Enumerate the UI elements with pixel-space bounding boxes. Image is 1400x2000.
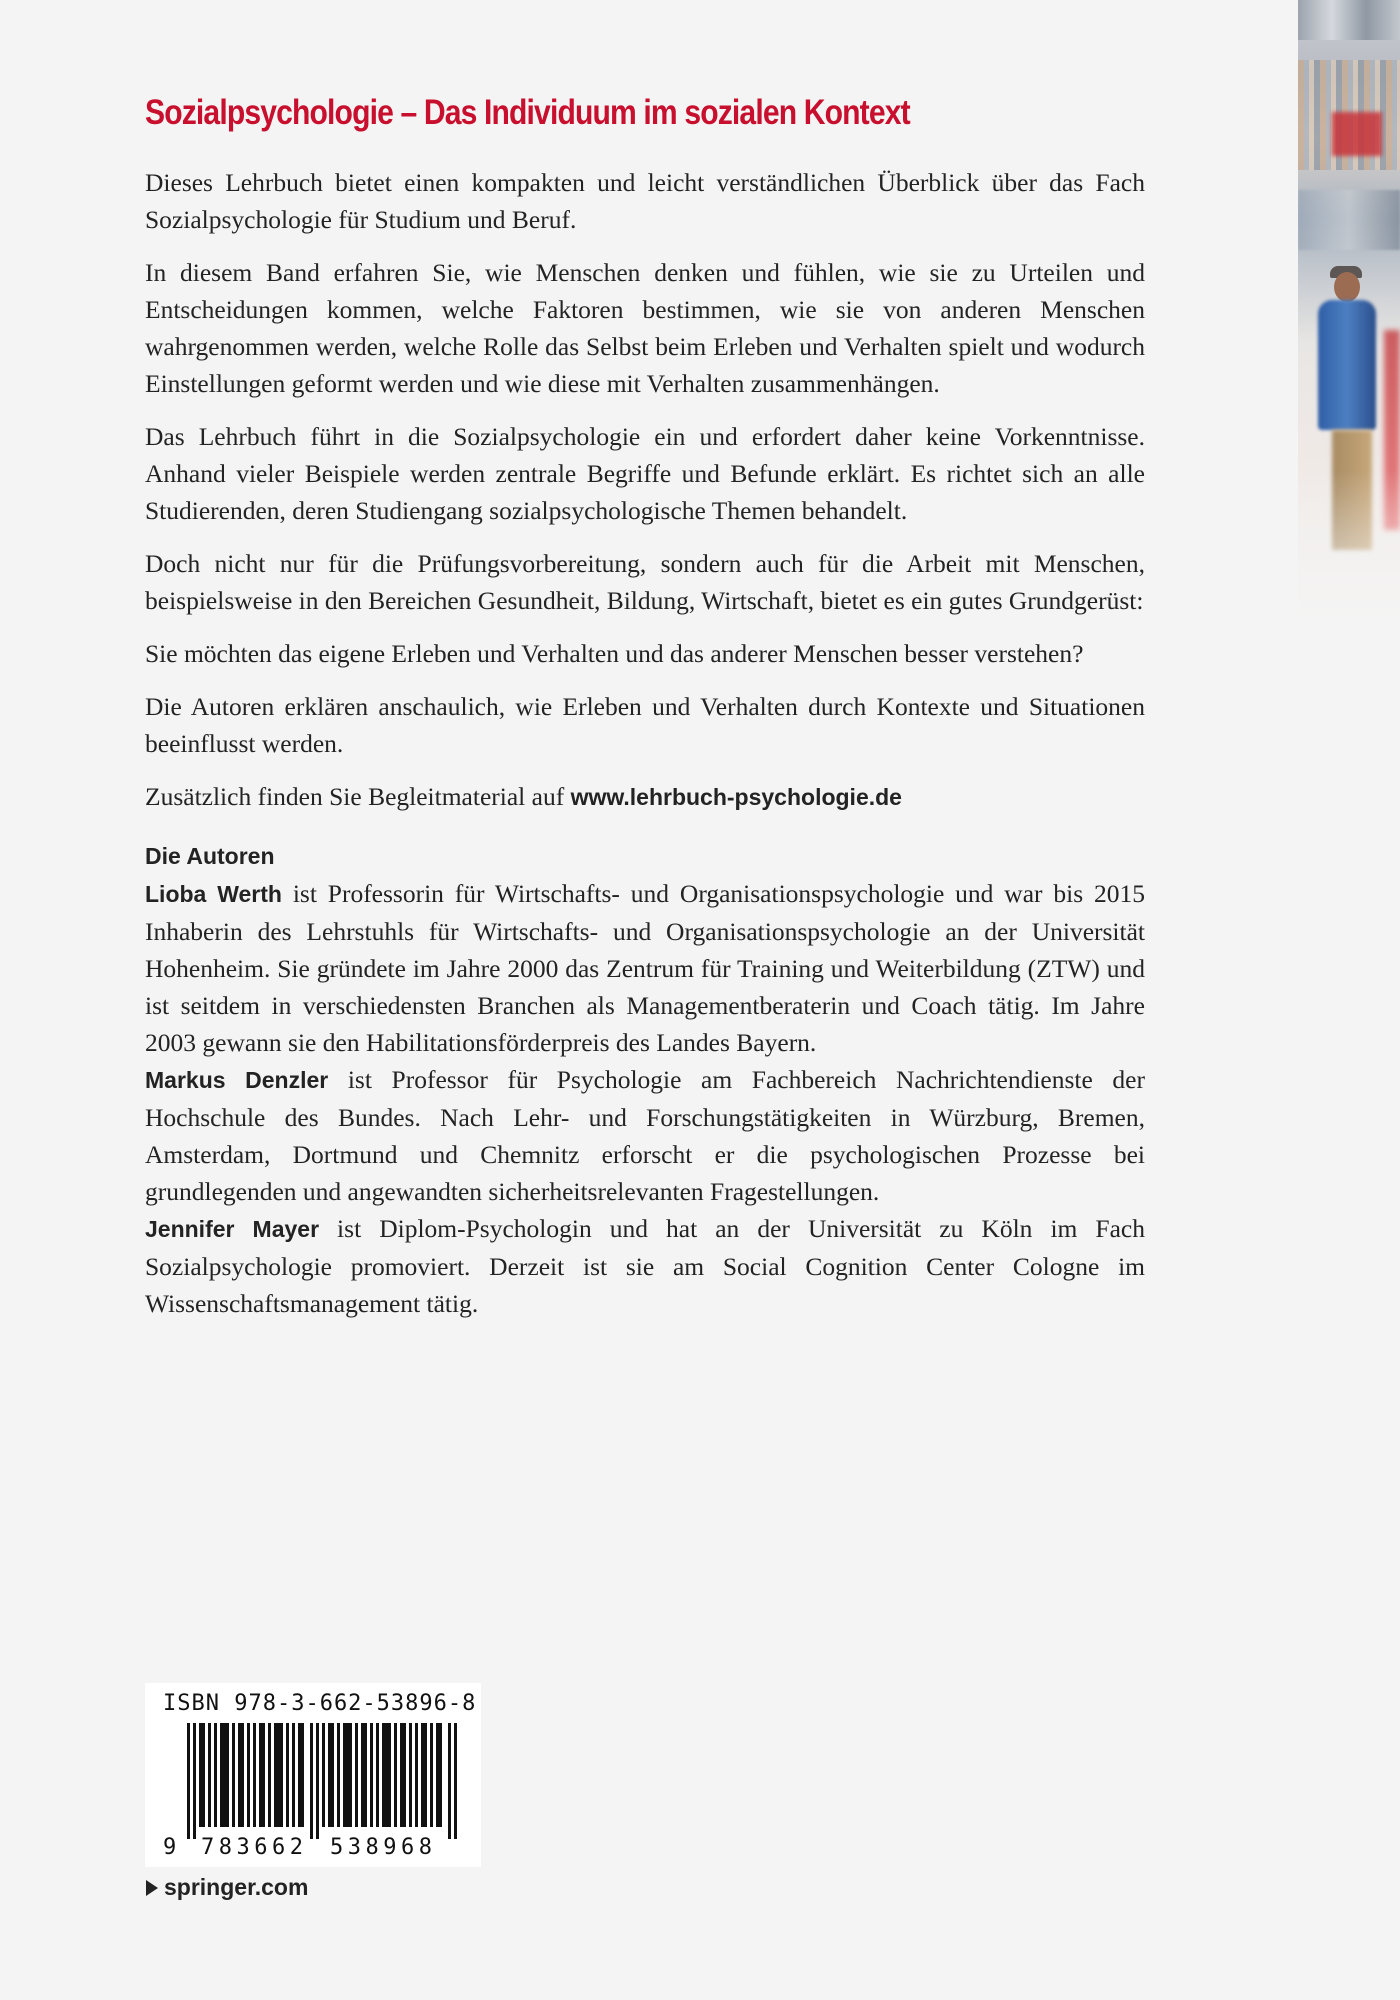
blurb-paragraph: Doch nicht nur für die Prüfungsvorbereitung, sondern auch für die Arbeit mit Menschen, beispielsweise in den Bereichen Gesundheit, Bildung, Wirtschaft, bietet es ein gutes Grundgerüst: [145, 549, 1145, 615]
blurb-paragraph: Dieses Lehrbuch bietet einen kompakten und leicht verständlichen Überblick über das Fach Sozialpsychologie für Studium und Beruf. [145, 168, 1145, 234]
barcode-bars [187, 1723, 457, 1839]
supplement-line [145, 778, 1145, 816]
cover-photo-strip [1298, 0, 1400, 625]
author-bio-text: ist Professorin für Wirtschafts- und Organisationspsychologie und war bis 2015 Inhaberin des Lehrstuhls für Wirtschafts- und Organisationspsychologie an der Universität Hohenheim. Sie gründete im Jahre 2000 das Zentrum für Training und Weiterbildung (ZTW) und ist seitdem in verschiedensten Branchen als Managementberaterin und Coach tätig. Im Jahre 2003 gewann sie den Habilitationsförderpreis des Landes Bayern. [145, 879, 1145, 1057]
author-bio-text: ist Diplom-Psychologin und hat an der Universität zu Köln im Fach Sozialpsychologie promoviert. Derzeit ist sie am Social Cognition Center Cologne im Wissenschaftsmanagement tätig. [145, 1214, 1145, 1318]
author-name: Jennifer Mayer [145, 1216, 320, 1242]
book-title: Sozialpsychologie – Das Individuum im sozialen Kontext [145, 93, 910, 132]
ean-first-digit: 9 [163, 1835, 177, 1860]
author-bio [145, 875, 1145, 1061]
publisher-link[interactable] [146, 1874, 308, 1901]
publisher-link-text: springer.com [164, 1874, 309, 1900]
cover-text [145, 92, 1145, 1322]
blurb-paragraph: Das Lehrbuch führt in die Sozialpsychologie ein und erfordert daher keine Vorkenntnisse. Anhand vieler Beispiele werden zentrale Begriffe und Befunde erklärt. Es richtet sich an alle Studierenden, deren Studiengang sozialpsychologische Themen behandelt. [145, 422, 1145, 525]
isbn-label: ISBN 978-3-662-53896-8 [163, 1691, 477, 1716]
supplement-link[interactable]: www.lehrbuch-psychologie.de [570, 784, 902, 810]
author-name: Lioba Werth [145, 881, 282, 907]
ean-right-digits: 538968 [330, 1835, 437, 1860]
ean-left-digits: 783662 [201, 1835, 308, 1860]
author-bio [145, 1061, 1145, 1210]
author-bio-text: ist Professor für Psychologie am Fachbereich Nachrichtendienste der Hochschule des Bundes. Nach Lehr- und Forschungstätigkeiten in Würzburg, Bremen, Amsterdam, Dortmund und Chemnitz erforscht er die psychologischen Prozesse bei grundlegenden und angewandten sicherheitsrelevanten Fragestellungen. [145, 1065, 1145, 1206]
isbn-barcode [145, 1683, 481, 1867]
author-bio [145, 1210, 1145, 1322]
author-name: Markus Denzler [145, 1067, 329, 1093]
blurb-paragraph: Sie möchten das eigene Erleben und Verhalten und das anderer Menschen besser verstehen? [145, 639, 1084, 668]
authors-heading: Die Autoren [145, 843, 275, 869]
arrow-right-icon [146, 1880, 158, 1896]
blurb-paragraph: In diesem Band erfahren Sie, wie Menschen denken und fühlen, wie sie zu Urteilen und Entscheidungen kommen, welche Faktoren bestimmen, wie sie von anderen Menschen wahrgenommen werden, welche Rolle das Selbst beim Erleben und Verhalten spielt und wodurch Einstellungen geformt werden und wie diese mit Verhalten zusammenhängen. [145, 258, 1145, 398]
blurb-paragraph: Die Autoren erklären anschaulich, wie Erleben und Verhalten durch Kontexte und Situationen beeinflusst werden. [145, 692, 1145, 758]
supplement-text: Zusätzlich finden Sie Begleitmaterial auf [145, 782, 571, 811]
